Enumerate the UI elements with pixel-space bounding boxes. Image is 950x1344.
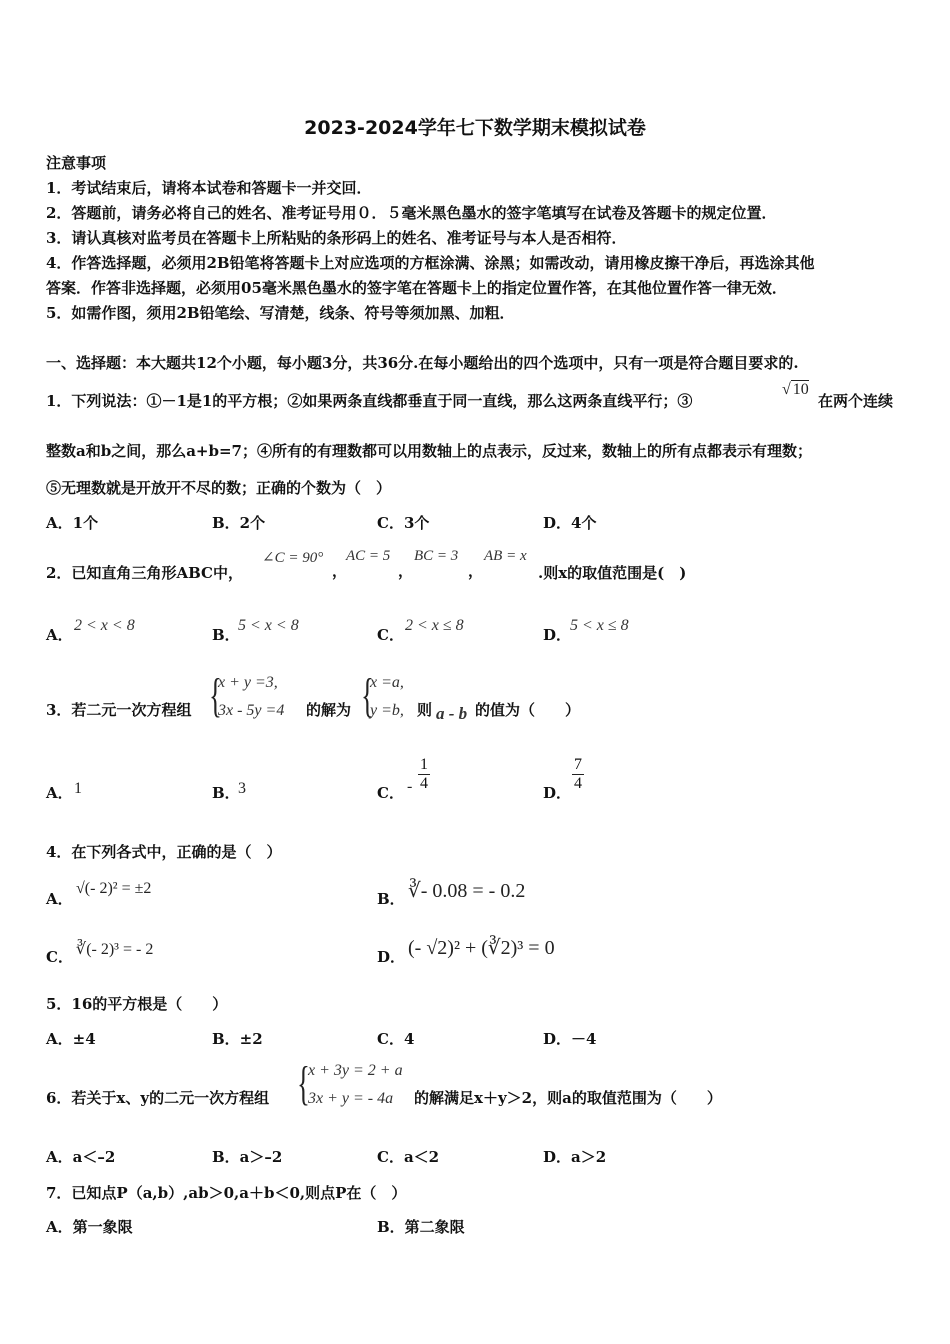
notice-item: 5．如需作图，须用2B铅笔绘、写清楚，线条、符号等须加黑、加粗． (46, 304, 515, 322)
equation-1: x + y =3, (218, 674, 278, 691)
option-c-math: ∛(- 2)³ = - 2 (76, 941, 154, 958)
notice-item: 1．考试结束后，请将本试卷和答题卡一并交回． (46, 179, 372, 197)
option-d-math: 5 < x ≤ 8 (570, 617, 629, 634)
option-c-sign: - (407, 778, 413, 795)
option-d: D．－4 (543, 1030, 597, 1048)
notice-heading: 注意事项 (46, 154, 107, 172)
comma: ， (468, 562, 484, 580)
option-a-value: 1 (74, 780, 82, 797)
option-d: D．a＞2 (543, 1148, 607, 1166)
math-ab: AB = x (484, 548, 527, 564)
option-d-label: D． (543, 784, 572, 802)
expression-a-minus-b: a - b (436, 704, 468, 723)
notice-item: 2．答题前，请务必将自己的姓名、准考证号用０．５毫米黑色墨水的签字笔填写在试卷及答题卡的规定位置． (46, 204, 777, 222)
equation-2: 3x - 5y =4 (218, 702, 285, 719)
option-b-label: B． (212, 626, 240, 644)
option-b: B．±2 (212, 1030, 263, 1048)
equation-2: 3x + y = - 4a (308, 1090, 394, 1107)
option-a-label: A． (46, 890, 73, 908)
question-4-stem: 4．在下列各式中，正确的是（ ） (46, 843, 282, 861)
question-1-line-2: 整数a和b之间，那么a+b=7；④所有的有理数都可以用数轴上的点表示，反过来，数轴上的所有点都表示有理数； (46, 442, 812, 460)
math-angle-c: ∠C = 90° (262, 550, 324, 566)
option-b-math: 5 < x < 8 (238, 617, 299, 634)
option-c: C．3个 (377, 514, 430, 532)
option-b: B．第二象限 (377, 1218, 465, 1236)
notice-item: 3．请认真核对监考员在答题卡上所粘贴的条形码上的姓名、准考证号与本人是否相符． (46, 229, 627, 247)
option-a: A．a＜–2 (46, 1148, 116, 1166)
question-7-stem: 7．已知点P（a,b）,ab＞0,a＋b＜0,则点P在（ ） (46, 1184, 407, 1202)
notice-item: 4．作答选择题，必须用2B铅笔将答题卡上对应选项的方框涂满、涂黑；如需改动，请用橡皮擦干净后，再选涂其他 (46, 254, 815, 272)
question-3-stem: 3．若二元一次方程组 (46, 701, 192, 719)
option-a: A．第一象限 (46, 1218, 133, 1236)
notice-item: 答案．作答非选择题，必须用05毫米黑色墨水的签字笔在答题卡上的指定位置作答，在其他位置作答一律无效． (46, 279, 787, 297)
option-c-math: 2 < x ≤ 8 (405, 617, 464, 634)
math-bc: BC = 3 (414, 548, 459, 564)
equation-1: x + 3y = 2 + a (308, 1062, 403, 1079)
option-b-label: B． (377, 890, 405, 908)
page-title: 2023-2024学年七下数学期末模拟试卷 (304, 117, 646, 139)
comma: ， (398, 562, 414, 580)
option-a-math: √(- 2)² = ±2 (76, 880, 152, 897)
option-b: B．a＞–2 (212, 1148, 283, 1166)
question-1-line-1-end: 在两个连续 (818, 392, 894, 410)
option-a: A．1个 (46, 514, 99, 532)
solution-2: y =b, (370, 702, 404, 719)
solution-1: x =a, (370, 674, 404, 691)
option-a-label: A． (46, 626, 73, 644)
question-3-stem-end: 的值为（ ） (475, 701, 581, 719)
question-3-then: 则 (417, 701, 433, 719)
option-a: A．±4 (46, 1030, 96, 1048)
comma: ， (332, 562, 348, 580)
option-c: C．a＜2 (377, 1148, 440, 1166)
option-b: B．2个 (212, 514, 266, 532)
option-a-label: A． (46, 784, 73, 802)
option-c-label: C． (377, 626, 404, 644)
brace-icon: { (297, 1057, 310, 1110)
option-c-label: C． (46, 948, 73, 966)
question-2-stem: 2．已知直角三角形ABC中， (46, 564, 243, 582)
option-d-math: (- √2)² + (∛2)³ = 0 (408, 937, 555, 959)
question-6-stem-end: 的解满足x＋y＞2，则a的取值范围为（ ） (414, 1089, 722, 1107)
option-d: D．4个 (543, 514, 597, 532)
sqrt-10: √ 10 (782, 381, 809, 398)
brace-icon: { (209, 669, 222, 722)
math-ac: AC = 5 (346, 548, 391, 564)
question-1-line-1: 1．下列说法：①－1是1的平方根；②如果两条直线都垂直于同一直线，那么这两条直线平行；③ (46, 392, 693, 410)
brace-icon: { (361, 669, 374, 722)
question-3-mid: 的解为 (306, 701, 352, 719)
option-b-value: 3 (238, 780, 246, 797)
option-d-label: D． (543, 626, 572, 644)
option-d-label: D． (377, 948, 406, 966)
option-b-label: B． (212, 784, 240, 802)
question-1-line-3: ⑤无理数就是开放开不尽的数；正确的个数为（ ） (46, 479, 392, 497)
option-a-math: 2 < x < 8 (74, 617, 135, 634)
question-6-stem: 6．若关于x、y的二元一次方程组 (46, 1089, 270, 1107)
option-b-math: ∛- 0.08 = - 0.2 (408, 880, 526, 902)
option-c-label: C． (377, 784, 404, 802)
question-2-stem-end: .则x的取值范围是( ) (538, 564, 687, 582)
option-c-fraction: $\frac{1}{4}$ (420, 756, 428, 792)
section-heading: 一、选择题：本大题共12个小题，每小题3分，共36分.在每小题给出的四个选项中，只有一项是符合题目要求的. (46, 354, 799, 372)
option-d-fraction: $\frac{7}{4}$ (574, 756, 582, 792)
option-c: C．4 (377, 1030, 415, 1048)
question-5-stem: 5．16的平方根是（ ） (46, 995, 228, 1013)
